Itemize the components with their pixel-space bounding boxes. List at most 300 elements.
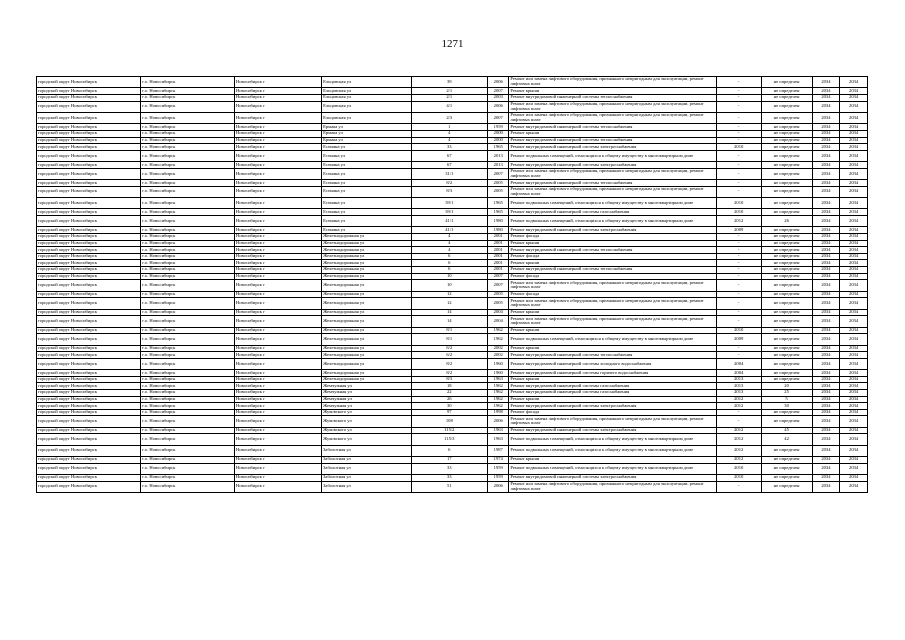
house-number-cell: 6 bbox=[411, 260, 488, 267]
city-cell: Новосибирск г bbox=[234, 130, 321, 137]
plan-end-cell: 2034 bbox=[840, 345, 868, 352]
district-cell: г.о. Новосибирск bbox=[141, 144, 235, 151]
table-row bbox=[37, 168, 868, 179]
district-cell: г.о. Новосибирск bbox=[141, 383, 235, 390]
street-cell: Ермака ул bbox=[322, 130, 411, 137]
district-cell: г.о. Новосибирск bbox=[141, 457, 235, 464]
build-year-cell: 1998 bbox=[488, 409, 509, 416]
table-row bbox=[37, 396, 868, 403]
district-cell: г.о. Новосибирск bbox=[141, 345, 235, 352]
table-row bbox=[37, 291, 868, 298]
table-row bbox=[37, 445, 868, 456]
table-row bbox=[37, 475, 868, 482]
plan-start-cell: 2034 bbox=[812, 94, 840, 101]
build-year-cell: 1962 bbox=[488, 383, 509, 390]
street-cell: Есенина ул bbox=[322, 144, 411, 151]
last-repair-year-cell: 2004 bbox=[716, 358, 761, 369]
plan-start-cell: 2034 bbox=[812, 240, 840, 247]
district-cell: г.о. Новосибирск bbox=[141, 77, 235, 88]
plan-start-cell: 2034 bbox=[812, 273, 840, 280]
street-cell: Железнодорожная ул bbox=[322, 291, 411, 298]
last-repair-year-cell: - bbox=[716, 137, 761, 144]
district-cell: г.о. Новосибирск bbox=[141, 396, 235, 403]
wear-percent-cell: не определен bbox=[761, 162, 812, 169]
plan-start-cell: 2034 bbox=[812, 186, 840, 197]
district-cell: г.о. Новосибирск bbox=[141, 445, 235, 456]
city-cell: Новосибирск г bbox=[234, 168, 321, 179]
municipality-cell: городской округ Новосибирск bbox=[37, 130, 141, 137]
last-repair-year-cell: 2010 bbox=[716, 475, 761, 482]
build-year-cell: 2007 bbox=[488, 280, 509, 291]
district-cell: г.о. Новосибирск bbox=[141, 227, 235, 234]
city-cell: Новосибирск г bbox=[234, 186, 321, 197]
build-year-cell: 1959 bbox=[488, 463, 509, 474]
build-year-cell: 2006 bbox=[488, 416, 509, 427]
table-row bbox=[37, 94, 868, 101]
house-number-cell: 67 bbox=[411, 162, 488, 169]
municipality-cell: городской округ Новосибирск bbox=[37, 101, 141, 112]
city-cell: Новосибирск г bbox=[234, 124, 321, 131]
work-type-cell: Ремонт фасада bbox=[509, 409, 716, 416]
street-cell: Железнодорожная ул bbox=[322, 309, 411, 316]
plan-end-cell: 2034 bbox=[840, 409, 868, 416]
last-repair-year-cell: - bbox=[716, 280, 761, 291]
wear-percent-cell: не определен bbox=[761, 309, 812, 316]
last-repair-year-cell: - bbox=[716, 180, 761, 187]
plan-start-cell: 2034 bbox=[812, 168, 840, 179]
last-repair-year-cell: - bbox=[716, 234, 761, 241]
build-year-cell: 1962 bbox=[488, 327, 509, 334]
last-repair-year-cell: - bbox=[716, 168, 761, 179]
district-cell: г.о. Новосибирск bbox=[141, 409, 235, 416]
municipality-cell: городской округ Новосибирск bbox=[37, 334, 141, 345]
plan-end-cell: 2034 bbox=[840, 280, 868, 291]
plan-end-cell: 2034 bbox=[840, 253, 868, 260]
build-year-cell: 2013 bbox=[488, 162, 509, 169]
city-cell: Новосибирск г bbox=[234, 370, 321, 377]
build-year-cell: 2006 bbox=[488, 481, 509, 492]
plan-start-cell: 2034 bbox=[812, 209, 840, 216]
work-type-cell: Ремонт внутридомовой инженерной системы горячего водоснабжения bbox=[509, 370, 716, 377]
plan-start-cell: 2034 bbox=[812, 370, 840, 377]
plan-start-cell: 2034 bbox=[812, 234, 840, 241]
municipality-cell: городской округ Новосибирск bbox=[37, 227, 141, 234]
district-cell: г.о. Новосибирск bbox=[141, 168, 235, 179]
city-cell: Новосибирск г bbox=[234, 280, 321, 291]
municipality-cell: городской округ Новосибирск bbox=[37, 345, 141, 352]
build-year-cell: 1963 bbox=[488, 434, 509, 445]
street-cell: Жуковского ул bbox=[322, 434, 411, 445]
table-row bbox=[37, 327, 868, 334]
city-cell: Новосибирск г bbox=[234, 198, 321, 209]
city-cell: Новосибирск г bbox=[234, 463, 321, 474]
city-cell: Новосибирск г bbox=[234, 291, 321, 298]
house-number-cell: 6 bbox=[411, 267, 488, 274]
wear-percent-cell: не определен bbox=[761, 445, 812, 456]
plan-start-cell: 2034 bbox=[812, 376, 840, 383]
work-type-cell: Ремонт внутридомовой инженерной системы электроснабжения bbox=[509, 403, 716, 410]
city-cell: Новосибирск г bbox=[234, 234, 321, 241]
municipality-cell: городской округ Новосибирск bbox=[37, 260, 141, 267]
house-number-cell: 33 bbox=[411, 475, 488, 482]
municipality-cell: городской округ Новосибирск bbox=[37, 376, 141, 383]
street-cell: Ермака ул bbox=[322, 124, 411, 131]
table-row bbox=[37, 186, 868, 197]
last-repair-year-cell: - bbox=[716, 253, 761, 260]
city-cell: Новосибирск г bbox=[234, 383, 321, 390]
street-cell: Заболотная ул bbox=[322, 457, 411, 464]
build-year-cell: 2005 bbox=[488, 186, 509, 197]
build-year-cell: 1960 bbox=[488, 358, 509, 369]
city-cell: Новосибирск г bbox=[234, 358, 321, 369]
table-row bbox=[37, 427, 868, 434]
district-cell: г.о. Новосибирск bbox=[141, 298, 235, 309]
plan-start-cell: 2034 bbox=[812, 352, 840, 359]
plan-end-cell: 2034 bbox=[840, 358, 868, 369]
municipality-cell: городской округ Новосибирск bbox=[37, 389, 141, 396]
district-cell: г.о. Новосибирск bbox=[141, 370, 235, 377]
build-year-cell: 2006 bbox=[488, 101, 509, 112]
wear-percent-cell: 30 bbox=[761, 403, 812, 410]
house-number-cell: 51 bbox=[411, 481, 488, 492]
last-repair-year-cell: - bbox=[716, 481, 761, 492]
street-cell: Железнодорожная ул bbox=[322, 298, 411, 309]
street-cell: Ельцовская ул bbox=[322, 88, 411, 95]
district-cell: г.о. Новосибирск bbox=[141, 247, 235, 254]
build-year-cell: 1965 bbox=[488, 144, 509, 151]
table-row bbox=[37, 101, 868, 112]
district-cell: г.о. Новосибирск bbox=[141, 137, 235, 144]
last-repair-year-cell: - bbox=[716, 247, 761, 254]
district-cell: г.о. Новосибирск bbox=[141, 273, 235, 280]
city-cell: Новосибирск г bbox=[234, 240, 321, 247]
plan-end-cell: 2034 bbox=[840, 227, 868, 234]
build-year-cell: 2007 bbox=[488, 88, 509, 95]
plan-start-cell: 2034 bbox=[812, 267, 840, 274]
district-cell: г.о. Новосибирск bbox=[141, 209, 235, 216]
street-cell: Жуковского ул bbox=[322, 416, 411, 427]
district-cell: г.о. Новосибирск bbox=[141, 358, 235, 369]
table-row bbox=[37, 280, 868, 291]
street-cell: Жемчужная ул bbox=[322, 403, 411, 410]
plan-start-cell: 2034 bbox=[812, 416, 840, 427]
district-cell: г.о. Новосибирск bbox=[141, 101, 235, 112]
plan-start-cell: 2034 bbox=[812, 427, 840, 434]
plan-start-cell: 2034 bbox=[812, 260, 840, 267]
build-year-cell: 2005 bbox=[488, 298, 509, 309]
city-cell: Новосибирск г bbox=[234, 396, 321, 403]
wear-percent-cell: не определен bbox=[761, 198, 812, 209]
work-type-cell: Ремонт внутридомовой инженерной системы теплоснабжения bbox=[509, 124, 716, 131]
house-number-cell: 4 bbox=[411, 137, 488, 144]
plan-start-cell: 2034 bbox=[812, 316, 840, 327]
street-cell: Есенина ул bbox=[322, 209, 411, 216]
work-type-cell: Ремонт внутридомовой инженерной системы электроснабжения bbox=[509, 162, 716, 169]
plan-end-cell: 2034 bbox=[840, 352, 868, 359]
street-cell: Железнодорожная ул bbox=[322, 260, 411, 267]
last-repair-year-cell: 2012 bbox=[716, 427, 761, 434]
wear-percent-cell: не определен bbox=[761, 112, 812, 123]
wear-percent-cell: не определен bbox=[761, 316, 812, 327]
last-repair-year-cell: - bbox=[716, 162, 761, 169]
table-row bbox=[37, 463, 868, 474]
street-cell: Железнодорожная ул bbox=[322, 247, 411, 254]
plan-start-cell: 2034 bbox=[812, 162, 840, 169]
build-year-cell: 1963 bbox=[488, 427, 509, 434]
work-type-cell: Ремонт внутридомовой инженерной системы электроснабжения bbox=[509, 475, 716, 482]
city-cell: Новосибирск г bbox=[234, 389, 321, 396]
wear-percent-cell: не определен bbox=[761, 298, 812, 309]
plan-start-cell: 2034 bbox=[812, 137, 840, 144]
build-year-cell: 2007 bbox=[488, 273, 509, 280]
work-type-cell: Ремонт внутридомовой инженерной системы теплоснабжения bbox=[509, 267, 716, 274]
wear-percent-cell: не определен bbox=[761, 137, 812, 144]
district-cell: г.о. Новосибирск bbox=[141, 463, 235, 474]
district-cell: г.о. Новосибирск bbox=[141, 334, 235, 345]
municipality-cell: городской округ Новосибирск bbox=[37, 291, 141, 298]
build-year-cell: 1959 bbox=[488, 475, 509, 482]
house-number-cell: 67 bbox=[411, 150, 488, 161]
wear-percent-cell: не определен bbox=[761, 247, 812, 254]
wear-percent-cell: не определен bbox=[761, 376, 812, 383]
last-repair-year-cell: 2012 bbox=[716, 445, 761, 456]
last-repair-year-cell: 2009 bbox=[716, 334, 761, 345]
house-number-cell: 8/2 bbox=[411, 180, 488, 187]
last-repair-year-cell: 2012 bbox=[716, 403, 761, 410]
work-type-cell: Ремонт подвальных помещений, относящихся к общему имуществу в многоквартирном доме bbox=[509, 216, 716, 227]
work-type-cell: Ремонт внутридомовой инженерной системы газоснабжения bbox=[509, 383, 716, 390]
house-number-cell: 12 bbox=[411, 298, 488, 309]
municipality-cell: городской округ Новосибирск bbox=[37, 144, 141, 151]
work-type-cell: Ремонт крыши bbox=[509, 376, 716, 383]
build-year-cell: 2004 bbox=[488, 309, 509, 316]
street-cell: Железнодорожная ул bbox=[322, 334, 411, 345]
city-cell: Новосибирск г bbox=[234, 316, 321, 327]
wear-percent-cell: не определен bbox=[761, 267, 812, 274]
plan-start-cell: 2034 bbox=[812, 88, 840, 95]
plan-end-cell: 2034 bbox=[840, 481, 868, 492]
municipality-cell: городской округ Новосибирск bbox=[37, 240, 141, 247]
district-cell: г.о. Новосибирск bbox=[141, 376, 235, 383]
plan-end-cell: 2034 bbox=[840, 383, 868, 390]
municipality-cell: городской округ Новосибирск bbox=[37, 309, 141, 316]
street-cell: Заболотная ул bbox=[322, 445, 411, 456]
build-year-cell: 2013 bbox=[488, 150, 509, 161]
plan-end-cell: 2034 bbox=[840, 309, 868, 316]
last-repair-year-cell: 2009 bbox=[716, 227, 761, 234]
wear-percent-cell: не определен bbox=[761, 209, 812, 216]
city-cell: Новосибирск г bbox=[234, 267, 321, 274]
plan-end-cell: 2034 bbox=[840, 389, 868, 396]
city-cell: Новосибирск г bbox=[234, 94, 321, 101]
municipality-cell: городской округ Новосибирск bbox=[37, 137, 141, 144]
district-cell: г.о. Новосибирск bbox=[141, 234, 235, 241]
district-cell: г.о. Новосибирск bbox=[141, 316, 235, 327]
wear-percent-cell: не определен bbox=[761, 180, 812, 187]
plan-end-cell: 2034 bbox=[840, 376, 868, 383]
house-number-cell: 8/3 bbox=[411, 186, 488, 197]
municipality-cell: городской округ Новосибирск bbox=[37, 427, 141, 434]
last-repair-year-cell: - bbox=[716, 150, 761, 161]
street-cell: Ермака ул bbox=[322, 137, 411, 144]
district-cell: г.о. Новосибирск bbox=[141, 403, 235, 410]
house-number-cell: 10 bbox=[411, 273, 488, 280]
table-row bbox=[37, 434, 868, 445]
plan-start-cell: 2034 bbox=[812, 396, 840, 403]
house-number-cell: 30 bbox=[411, 403, 488, 410]
table-row bbox=[37, 409, 868, 416]
wear-percent-cell: не определен bbox=[761, 94, 812, 101]
house-number-cell: 2/1 bbox=[411, 94, 488, 101]
house-number-cell: 41/1 bbox=[411, 216, 488, 227]
plan-start-cell: 2034 bbox=[812, 77, 840, 88]
city-cell: Новосибирск г bbox=[234, 253, 321, 260]
wear-percent-cell: не определен bbox=[761, 101, 812, 112]
build-year-cell: 2001 bbox=[488, 253, 509, 260]
table-row bbox=[37, 389, 868, 396]
work-type-cell: Ремонт внутридомовой инженерной системы теплоснабжения bbox=[509, 352, 716, 359]
city-cell: Новосибирск г bbox=[234, 376, 321, 383]
district-cell: г.о. Новосибирск bbox=[141, 253, 235, 260]
plan-end-cell: 2034 bbox=[840, 130, 868, 137]
plan-end-cell: 2034 bbox=[840, 475, 868, 482]
district-cell: г.о. Новосибирск bbox=[141, 88, 235, 95]
plan-start-cell: 2034 bbox=[812, 309, 840, 316]
plan-start-cell: 2034 bbox=[812, 389, 840, 396]
plan-end-cell: 2034 bbox=[840, 260, 868, 267]
district-cell: г.о. Новосибирск bbox=[141, 130, 235, 137]
work-type-cell: Ремонт или замена лифтового оборудования, признанного непригодным для эксплуатации, ремонт лифтовых шахт bbox=[509, 112, 716, 123]
work-type-cell: Ремонт или замена лифтового оборудования, признанного непригодным для эксплуатации, ремонт лифтовых шахт bbox=[509, 77, 716, 88]
municipality-cell: городской округ Новосибирск bbox=[37, 403, 141, 410]
wear-percent-cell: не определен bbox=[761, 260, 812, 267]
district-cell: г.о. Новосибирск bbox=[141, 327, 235, 334]
house-number-cell: 18 bbox=[411, 383, 488, 390]
last-repair-year-cell: 2012 bbox=[716, 434, 761, 445]
work-type-cell: Ремонт или замена лифтового оборудования, признанного непригодным для эксплуатации, ремонт лифтовых шахт bbox=[509, 186, 716, 197]
table-row bbox=[37, 124, 868, 131]
table-row bbox=[37, 260, 868, 267]
table-row bbox=[37, 234, 868, 241]
wear-percent-cell: не определен bbox=[761, 168, 812, 179]
plan-start-cell: 2034 bbox=[812, 247, 840, 254]
table-row bbox=[37, 267, 868, 274]
city-cell: Новосибирск г bbox=[234, 247, 321, 254]
street-cell: Железнодорожная ул bbox=[322, 273, 411, 280]
city-cell: Новосибирск г bbox=[234, 327, 321, 334]
work-type-cell: Ремонт или замена лифтового оборудования, признанного непригодным для эксплуатации, ремонт лифтовых шахт bbox=[509, 481, 716, 492]
municipality-cell: городской округ Новосибирск bbox=[37, 481, 141, 492]
municipality-cell: городской округ Новосибирск bbox=[37, 124, 141, 131]
city-cell: Новосибирск г bbox=[234, 475, 321, 482]
street-cell: Заболотная ул bbox=[322, 481, 411, 492]
city-cell: Новосибирск г bbox=[234, 409, 321, 416]
plan-start-cell: 2034 bbox=[812, 409, 840, 416]
work-type-cell: Ремонт или замена лифтового оборудования, признанного непригодным для эксплуатации, ремонт лифтовых шахт bbox=[509, 316, 716, 327]
house-number-cell: 22 bbox=[411, 389, 488, 396]
work-type-cell: Ремонт крыши bbox=[509, 457, 716, 464]
build-year-cell: 2006 bbox=[488, 77, 509, 88]
table-row bbox=[37, 334, 868, 345]
wear-percent-cell: не определен bbox=[761, 124, 812, 131]
wear-percent-cell: не определен bbox=[761, 186, 812, 197]
district-cell: г.о. Новосибирск bbox=[141, 216, 235, 227]
plan-end-cell: 2034 bbox=[840, 216, 868, 227]
work-type-cell: Ремонт или замена лифтового оборудования, признанного непригодным для эксплуатации, ремонт лифтовых шахт bbox=[509, 101, 716, 112]
house-number-cell: 33 bbox=[411, 463, 488, 474]
table-row bbox=[37, 180, 868, 187]
city-cell: Новосибирск г bbox=[234, 180, 321, 187]
city-cell: Новосибирск г bbox=[234, 88, 321, 95]
work-type-cell: Ремонт подвальных помещений, относящихся к общему имуществу в многоквартирном доме bbox=[509, 198, 716, 209]
build-year-cell: 2001 bbox=[488, 247, 509, 254]
house-number-cell: 4 bbox=[411, 130, 488, 137]
build-year-cell: 1962 bbox=[488, 389, 509, 396]
table-row bbox=[37, 130, 868, 137]
municipality-cell: городской округ Новосибирск bbox=[37, 234, 141, 241]
work-type-cell: Ремонт внутридомовой инженерной системы газоснабжения bbox=[509, 209, 716, 216]
municipality-cell: городской округ Новосибирск bbox=[37, 94, 141, 101]
table-row bbox=[37, 403, 868, 410]
wear-percent-cell: не определен bbox=[761, 234, 812, 241]
house-number-cell: 2/1 bbox=[411, 88, 488, 95]
build-year-cell: 1965 bbox=[488, 198, 509, 209]
city-cell: Новосибирск г bbox=[234, 352, 321, 359]
plan-end-cell: 2034 bbox=[840, 101, 868, 112]
last-repair-year-cell: 2010 bbox=[716, 198, 761, 209]
plan-start-cell: 2034 bbox=[812, 345, 840, 352]
district-cell: г.о. Новосибирск bbox=[141, 416, 235, 427]
plan-end-cell: 2034 bbox=[840, 150, 868, 161]
street-cell: Железнодорожная ул bbox=[322, 345, 411, 352]
table-row bbox=[37, 253, 868, 260]
city-cell: Новосибирск г bbox=[234, 77, 321, 88]
house-number-cell: 6/2 bbox=[411, 352, 488, 359]
street-cell: Есенина ул bbox=[322, 162, 411, 169]
municipality-cell: городской округ Новосибирск bbox=[37, 186, 141, 197]
build-year-cell: 1974 bbox=[488, 457, 509, 464]
build-year-cell: 1960 bbox=[488, 370, 509, 377]
plan-end-cell: 2034 bbox=[840, 396, 868, 403]
house-number-cell: 8/2 bbox=[411, 358, 488, 369]
last-repair-year-cell: - bbox=[716, 267, 761, 274]
wear-percent-cell: не определен bbox=[761, 88, 812, 95]
work-type-cell: Ремонт крыши bbox=[509, 260, 716, 267]
plan-start-cell: 2034 bbox=[812, 198, 840, 209]
work-type-cell: Ремонт крыши bbox=[509, 88, 716, 95]
district-cell: г.о. Новосибирск bbox=[141, 124, 235, 131]
district-cell: г.о. Новосибирск bbox=[141, 198, 235, 209]
work-type-cell: Ремонт или замена лифтового оборудования, признанного непригодным для эксплуатации, ремонт лифтовых шахт bbox=[509, 280, 716, 291]
wear-percent-cell: 20 bbox=[761, 383, 812, 390]
work-type-cell: Ремонт или замена лифтового оборудования, признанного непригодным для эксплуатации, ремонт лифтовых шахт bbox=[509, 168, 716, 179]
city-cell: Новосибирск г bbox=[234, 209, 321, 216]
municipality-cell: городской округ Новосибирск bbox=[37, 457, 141, 464]
city-cell: Новосибирск г bbox=[234, 457, 321, 464]
work-type-cell: Ремонт внутридомовой инженерной системы теплоснабжения bbox=[509, 137, 716, 144]
city-cell: Новосибирск г bbox=[234, 137, 321, 144]
plan-end-cell: 2034 bbox=[840, 94, 868, 101]
house-number-cell: 39/1 bbox=[411, 209, 488, 216]
work-type-cell: Ремонт внутридомовой инженерной системы теплоснабжения bbox=[509, 180, 716, 187]
work-type-cell: Ремонт крыши bbox=[509, 396, 716, 403]
city-cell: Новосибирск г bbox=[234, 216, 321, 227]
plan-start-cell: 2034 bbox=[812, 457, 840, 464]
table-row bbox=[37, 416, 868, 427]
plan-end-cell: 2034 bbox=[840, 168, 868, 179]
house-number-cell: 31/1 bbox=[411, 168, 488, 179]
house-number-cell: 8/1 bbox=[411, 334, 488, 345]
